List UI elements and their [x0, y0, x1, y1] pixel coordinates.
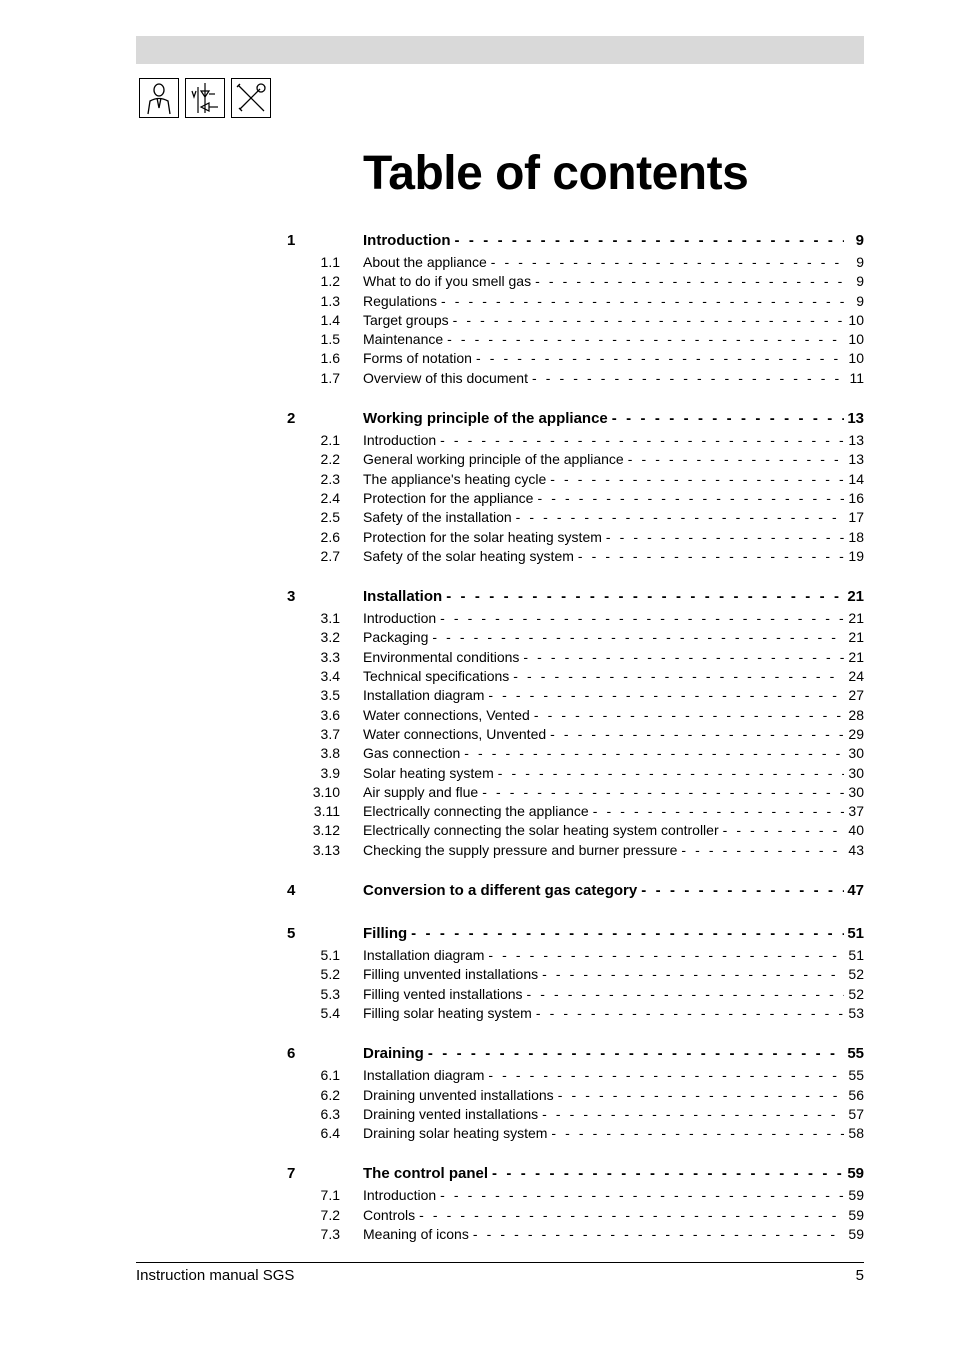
header-bar [136, 36, 864, 64]
toc-subsection-title: Introduction [363, 432, 437, 449]
toc-subsection-number: 5.4 [320, 1004, 340, 1021]
toc-subsection-number: 3.5 [320, 687, 340, 704]
toc-subsection[interactable] [0, 609, 954, 628]
toc-subsection-number: 3.7 [320, 725, 340, 742]
toc-subsection-number: 2.2 [320, 451, 340, 468]
toc-subsection[interactable] [0, 508, 954, 527]
toc-subsection-number: 3.12 [312, 822, 340, 839]
toc-subsection-title: Technical specifications [363, 668, 510, 685]
toc-chapter[interactable] [0, 1161, 954, 1186]
toc-chapter[interactable] [0, 228, 954, 253]
dot-leader [449, 311, 844, 330]
toc-subsection-number: 3.9 [320, 764, 340, 781]
toc-subsection-page: 52 [848, 966, 864, 983]
toc-chapter-title: Introduction [363, 232, 451, 249]
toc-subsection-title: Safety of the solar heating system [363, 547, 574, 564]
toc-chapter-number: 4 [287, 882, 296, 900]
toc-subsection-page: 24 [848, 668, 864, 685]
toc-subsection-page: 21 [848, 648, 864, 665]
dot-leader [424, 1041, 844, 1066]
toc-subsection-page: 58 [848, 1125, 864, 1142]
toc-subsection-title: General working principle of the appliance [363, 451, 624, 468]
toc-chapter-number: 2 [287, 410, 296, 428]
toc-chapter-page: 13 [847, 410, 864, 428]
toc-subsection-number: 3.4 [320, 668, 340, 685]
toc-chapter-number: 7 [287, 1165, 296, 1183]
dot-leader [677, 841, 844, 860]
dot-leader [512, 508, 844, 527]
dot-leader [460, 744, 844, 763]
toc-section [0, 228, 954, 388]
toc-chapter-title: Filling [363, 925, 408, 943]
toc-subsection-title: Air supply and flue [363, 783, 479, 800]
toc-subsection[interactable] [0, 369, 954, 388]
toc-subsection-title: Installation diagram [363, 687, 485, 704]
dot-leader [719, 821, 844, 840]
toc-subsection-page: 51 [848, 947, 864, 964]
toc-subsection-page: 28 [848, 706, 864, 723]
dot-leader [532, 1004, 844, 1023]
toc-subsection-page: 10 [848, 350, 864, 367]
toc-section [0, 878, 954, 903]
toc-subsection-number: 3.13 [312, 841, 340, 858]
toc-subsection-title: Water connections, Vented [363, 706, 530, 723]
toc-subsection-page: 17 [848, 509, 864, 526]
toc-subsection-number: 3.2 [320, 629, 340, 646]
toc-subsection-title: The appliance's heating cycle [363, 470, 547, 487]
dot-leader [407, 921, 844, 946]
toc-chapter-page: 9 [855, 232, 864, 249]
toc-subsection-page: 21 [848, 629, 864, 646]
toc-subsection-number: 5.3 [320, 985, 340, 1002]
dot-leader [608, 406, 844, 431]
dot-leader [602, 528, 844, 547]
toc-section [0, 1161, 954, 1244]
toc-subsection[interactable] [0, 744, 954, 763]
audience-icons [139, 78, 271, 118]
toc-subsection-number: 6.4 [320, 1125, 340, 1142]
toc-chapter-number: 3 [287, 588, 296, 606]
toc-subsection-number: 2.4 [320, 489, 340, 506]
user-icon [139, 78, 179, 118]
toc-subsection[interactable] [0, 1105, 954, 1124]
toc-section [0, 921, 954, 1023]
toc-chapter-page: 59 [847, 1165, 864, 1183]
toc-subsection[interactable] [0, 628, 954, 647]
toc-subsection-title: Checking the supply pressure and burner pressure [363, 841, 678, 858]
toc-subsection-page: 13 [848, 451, 864, 468]
toc-subsection[interactable] [0, 330, 954, 349]
valve-icon [185, 78, 225, 118]
toc-chapter-number: 6 [287, 1045, 296, 1063]
toc-subsection[interactable] [0, 1124, 954, 1143]
page-title: Table of contents [363, 147, 749, 200]
toc-subsection[interactable] [0, 725, 954, 744]
toc-subsection-page: 56 [848, 1086, 864, 1103]
toc-subsection[interactable] [0, 764, 954, 783]
toc-subsection-number: 6.3 [320, 1105, 340, 1122]
toc-subsection[interactable] [0, 272, 954, 291]
toc-subsection[interactable] [0, 965, 954, 984]
toc-subsection-page: 43 [848, 841, 864, 858]
toc-subsection-number: 3.10 [312, 783, 340, 800]
toc-chapter-title: The control panel [363, 1165, 489, 1183]
footer-rule [136, 1262, 864, 1263]
toc-subsection-page: 9 [856, 292, 864, 309]
dot-leader [494, 764, 844, 783]
dot-leader [437, 292, 844, 311]
toc-subsection[interactable] [0, 667, 954, 686]
toc-subsection[interactable] [0, 985, 954, 1004]
dot-leader [450, 228, 844, 253]
toc-subsection[interactable] [0, 1225, 954, 1244]
toc-subsection-title: Filling solar heating system [363, 1004, 532, 1021]
toc-subsection-number: 2.3 [320, 470, 340, 487]
toc-subsection-title: What to do if you smell gas [363, 273, 532, 290]
toc-subsection-title: Protection for the appliance [363, 489, 534, 506]
toc-subsection-number: 1.6 [320, 350, 340, 367]
toc-subsection-title: Forms of notation [363, 350, 472, 367]
toc-subsection-title: Packaging [363, 629, 429, 646]
toc-subsection-number: 1.1 [320, 254, 340, 270]
toc-subsection-page: 30 [848, 783, 864, 800]
toc-subsection-title: Controls [363, 1206, 416, 1223]
toc-subsection-page: 59 [848, 1206, 864, 1223]
toc-subsection-page: 40 [848, 822, 864, 839]
dot-leader [484, 946, 844, 965]
toc-subsection-title: Maintenance [363, 331, 444, 348]
toc-subsection-page: 10 [848, 311, 864, 328]
toc-chapter-number: 1 [287, 232, 296, 249]
toc-subsection-page: 27 [848, 687, 864, 704]
toc-subsection-title: About the appliance [363, 254, 487, 270]
toc-chapter-page: 21 [847, 588, 864, 606]
toc-subsection-title: Installation diagram [363, 947, 485, 964]
dot-leader [523, 985, 844, 1004]
toc-subsection-page: 10 [848, 331, 864, 348]
toc-chapter[interactable] [0, 406, 954, 431]
toc-subsection[interactable] [0, 1186, 954, 1205]
footer-page-number: 5 [855, 1267, 864, 1284]
toc-subsection-number: 1.3 [320, 292, 340, 309]
toc-subsection-title: Electrically connecting the solar heating system controller [363, 822, 719, 839]
toc-subsection-number: 7.2 [320, 1206, 340, 1223]
toc-subsection[interactable] [0, 1066, 954, 1085]
toc-section [0, 1041, 954, 1143]
toc-subsection-number: 5.1 [320, 947, 340, 964]
toc-subsection[interactable] [0, 1004, 954, 1023]
dot-leader [443, 330, 844, 349]
toc-subsection-number: 1.5 [320, 331, 340, 348]
dot-leader [624, 450, 844, 469]
dot-leader [509, 667, 844, 686]
toc-subsection-number: 5.2 [320, 966, 340, 983]
dot-leader [533, 489, 844, 508]
dot-leader [538, 1105, 844, 1124]
toc-subsection-title: Introduction [363, 610, 437, 627]
toc-chapter-title: Draining [363, 1045, 424, 1063]
toc-subsection[interactable] [0, 311, 954, 330]
toc-chapter-number: 5 [287, 925, 296, 943]
dot-leader [538, 965, 844, 984]
toc-subsection-page: 57 [848, 1105, 864, 1122]
toc-subsection-number: 3.11 [313, 803, 340, 820]
toc-subsection[interactable] [0, 802, 954, 821]
dot-leader [436, 431, 844, 450]
toc-subsection[interactable] [0, 841, 954, 860]
tools-icon [231, 78, 271, 118]
toc-subsection-page: 29 [848, 725, 864, 742]
toc-subsection-page: 53 [848, 1004, 864, 1021]
toc-subsection-title: Filling unvented installations [363, 966, 539, 983]
toc-subsection-title: Gas connection [363, 745, 461, 762]
toc-subsection[interactable] [0, 946, 954, 965]
toc-subsection-number: 3.6 [320, 706, 340, 723]
toc-chapter[interactable] [0, 921, 954, 946]
toc-subsection[interactable] [0, 1206, 954, 1225]
dot-leader [487, 253, 844, 272]
dot-leader [530, 706, 844, 725]
toc-subsection[interactable] [0, 1086, 954, 1105]
toc-subsection-number: 7.1 [320, 1187, 340, 1204]
toc-subsection-title: Solar heating system [363, 764, 494, 781]
toc-subsection-page: 21 [848, 610, 864, 627]
toc-subsection-number: 2.6 [320, 528, 340, 545]
toc-subsection-page: 37 [848, 803, 864, 820]
toc-subsection-title: Regulations [363, 292, 437, 309]
dot-leader [637, 878, 844, 903]
toc-subsection[interactable] [0, 450, 954, 469]
toc-subsection-title: Protection for the solar heating system [363, 528, 602, 545]
toc-subsection-number: 1.4 [320, 311, 340, 328]
table-of-contents [0, 228, 954, 1262]
toc-subsection-number: 3.8 [320, 745, 340, 762]
dot-leader [415, 1206, 844, 1225]
dot-leader [442, 584, 844, 609]
toc-subsection-number: 3.1 [320, 610, 340, 627]
toc-chapter-title: Installation [363, 588, 443, 606]
toc-subsection-title: Water connections, Unvented [363, 725, 547, 742]
dot-leader [546, 725, 844, 744]
dot-leader [554, 1086, 844, 1105]
toc-subsection[interactable] [0, 821, 954, 840]
dot-leader [472, 349, 844, 368]
dot-leader [436, 1186, 844, 1205]
toc-subsection-number: 6.1 [320, 1067, 340, 1084]
toc-chapter[interactable] [0, 1041, 954, 1066]
toc-subsection[interactable] [0, 292, 954, 311]
toc-subsection-page: 9 [856, 254, 864, 270]
toc-subsection-title: Safety of the installation [363, 509, 512, 526]
dot-leader [574, 547, 844, 566]
toc-subsection-title: Meaning of icons [363, 1225, 469, 1242]
toc-subsection[interactable] [0, 648, 954, 667]
toc-subsection-number: 2.1 [320, 432, 340, 449]
toc-subsection-number: 2.7 [320, 547, 340, 564]
toc-subsection-number: 7.3 [320, 1225, 340, 1242]
toc-subsection-page: 18 [848, 528, 864, 545]
toc-subsection[interactable] [0, 431, 954, 450]
toc-subsection-title: Introduction [363, 1187, 437, 1204]
toc-chapter-title: Conversion to a different gas category [363, 882, 638, 900]
dot-leader [531, 272, 844, 291]
toc-subsection-page: 30 [848, 745, 864, 762]
toc-subsection-page: 14 [848, 470, 864, 487]
toc-subsection[interactable] [0, 528, 954, 547]
dot-leader [488, 1161, 844, 1186]
toc-chapter-page: 55 [847, 1045, 864, 1063]
toc-subsection-page: 19 [848, 547, 864, 564]
toc-subsection[interactable] [0, 686, 954, 705]
dot-leader [519, 648, 844, 667]
dot-leader [428, 628, 844, 647]
toc-subsection-title: Electrically connecting the appliance [363, 803, 589, 820]
toc-subsection[interactable] [0, 470, 954, 489]
toc-subsection-page: 59 [848, 1225, 864, 1242]
dot-leader [469, 1225, 844, 1244]
toc-subsection-number: 2.5 [320, 509, 340, 526]
toc-subsection[interactable] [0, 253, 954, 272]
dot-leader [478, 783, 844, 802]
toc-subsection-page: 16 [848, 489, 864, 506]
toc-chapter[interactable] [0, 584, 954, 609]
toc-subsection[interactable] [0, 349, 954, 368]
toc-subsection[interactable] [0, 547, 954, 566]
dot-leader [528, 369, 844, 388]
toc-subsection-page: 13 [848, 432, 864, 449]
toc-subsection-page: 30 [848, 764, 864, 781]
dot-leader [547, 1124, 844, 1143]
toc-subsection-title: Draining solar heating system [363, 1125, 548, 1142]
dot-leader [589, 802, 844, 821]
toc-subsection-title: Filling vented installations [363, 985, 523, 1002]
toc-subsection-title: Installation diagram [363, 1067, 485, 1084]
toc-chapter-page: 51 [847, 925, 864, 943]
toc-chapter-page: 47 [847, 882, 864, 900]
toc-subsection-title: Overview of this document [363, 369, 528, 386]
toc-section [0, 406, 954, 566]
dot-leader [484, 1066, 844, 1085]
toc-subsection-title: Target groups [363, 311, 449, 328]
toc-subsection[interactable] [0, 783, 954, 802]
toc-subsection[interactable] [0, 489, 954, 508]
dot-leader [546, 470, 844, 489]
toc-subsection-number: 1.2 [320, 273, 340, 290]
toc-subsection-page: 11 [849, 369, 864, 386]
toc-chapter-title: Working principle of the appliance [363, 410, 608, 428]
toc-chapter[interactable] [0, 878, 954, 903]
toc-section [0, 584, 954, 860]
toc-subsection-page: 55 [848, 1067, 864, 1084]
toc-subsection-title: Draining unvented installations [363, 1086, 554, 1103]
toc-subsection-title: Draining vented installations [363, 1105, 539, 1122]
toc-subsection-page: 9 [856, 273, 864, 290]
toc-subsection-page: 59 [848, 1187, 864, 1204]
footer-document-title: Instruction manual SGS [136, 1267, 295, 1284]
toc-subsection[interactable] [0, 706, 954, 725]
toc-subsection-number: 6.2 [320, 1086, 340, 1103]
dot-leader [436, 609, 844, 628]
toc-subsection-page: 52 [848, 985, 864, 1002]
toc-subsection-number: 1.7 [320, 369, 340, 386]
toc-subsection-title: Environmental conditions [363, 648, 520, 665]
dot-leader [484, 686, 844, 705]
toc-subsection-number: 3.3 [320, 648, 340, 665]
